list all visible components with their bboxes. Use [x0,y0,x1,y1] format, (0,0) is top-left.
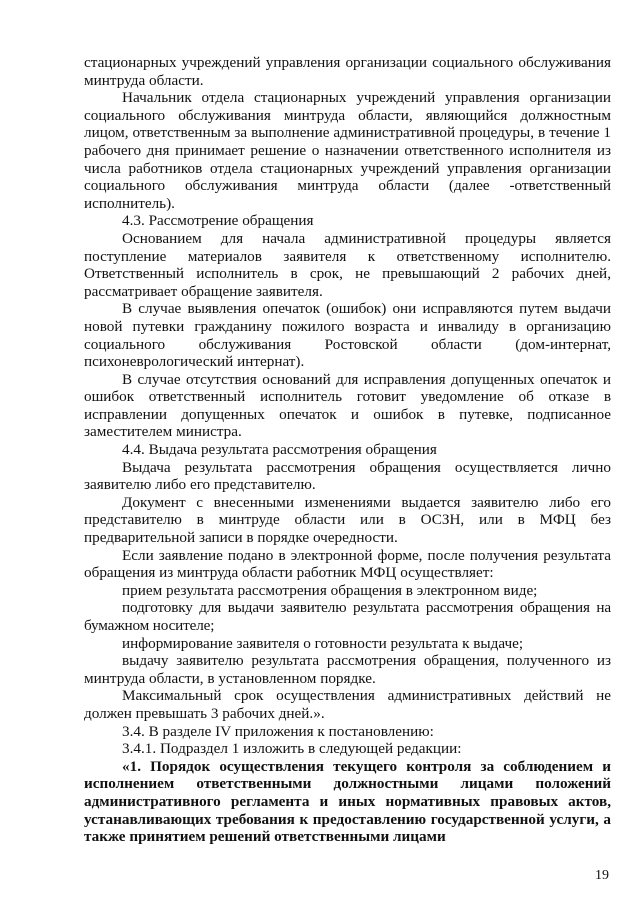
document-body [84,54,611,846]
paragraph-17: 3.4.1. Подраздел 1 изложить в следующей редакции: [122,740,462,758]
paragraph-5: В случае выявления опечаток (ошибок) они исправляются путем выдачи новой путевки гражданину пожилого возраста и инвалиду в организацию социального обслуживания Ростовской области (дом-интернат, психоневрологический интернат). [84,300,611,371]
paragraph-16: 3.4. В разделе IV приложения к постановлению: [122,722,434,740]
list-item-2: подготовку для выдачи заявителю результата рассмотрения обращения на бумажном носителе; [84,599,611,634]
paragraph-10: Если заявление подано в электронной форме, после получения результата обращения из минтруда области работник МФЦ осуществляет: [84,546,611,582]
section-heading-4-3: 4.3. Рассмотрение обращения [122,212,314,230]
paragraph-15: Максимальный срок осуществления административных действий не должен превышать 3 рабочих дней.». [84,687,611,722]
list-item-4: выдачу заявителю результата рассмотрения обращения, полученного из минтруда области, в установленном порядке. [84,652,611,687]
bold-subsection-heading: «1. Порядок осуществления текущего контроля за соблюдением и исполнением ответственными должностными лицами положений административного регламента и иных нормативных правовых актов, устанавливающих требования к предоставлению государственной услуги, а также принятием решений ответственными лицами [84,757,611,846]
paragraph-1: стационарных учреждений управления организации социального обслуживания минтруда области. [84,54,611,89]
page-number: 19 [595,868,609,883]
paragraph-8: Выдача результата рассмотрения обращения осуществляется лично заявителю либо его представителю. [84,458,611,494]
paragraph-9: Документ с внесенными изменениями выдается заявителю либо его представителю в минтруде области или в ОСЗН, или в МФЦ без предварительной записи в порядке очередности. [84,493,611,547]
section-heading-4-4: 4.4. Выдача результата рассмотрения обращения [122,441,437,459]
paragraph-4: Основанием для начала административной процедуры является поступление материалов заявителя к ответственному исполнителю. Ответственный исполнитель в срок, не превышающий 2 рабочих дней, рассматривает обращение заявителя. [84,229,611,300]
list-item-1: прием результата рассмотрения обращения в электронном виде; [122,581,538,599]
list-item-3: информирование заявителя о готовности результата к выдаче; [122,634,524,652]
paragraph-6: В случае отсутствия оснований для исправления допущенных опечаток и ошибок ответственный исполнитель готовит уведомление об отказе в исправлении допущенных опечаток и ошибок в путевке, подписанное заместителем министра. [84,370,611,441]
paragraph-2: Начальник отдела стационарных учреждений управления организации социального обслуживания минтруда области, являющийся должностным лицом, ответственным за выполнение административной процедуры, в течение 1 рабочего дня принимает решение о назначении ответственного исполнителя из числа работников отдела стационарных учреждений управления организации социального обслуживания минтруда области (далее -ответственный исполнитель). [84,89,611,212]
